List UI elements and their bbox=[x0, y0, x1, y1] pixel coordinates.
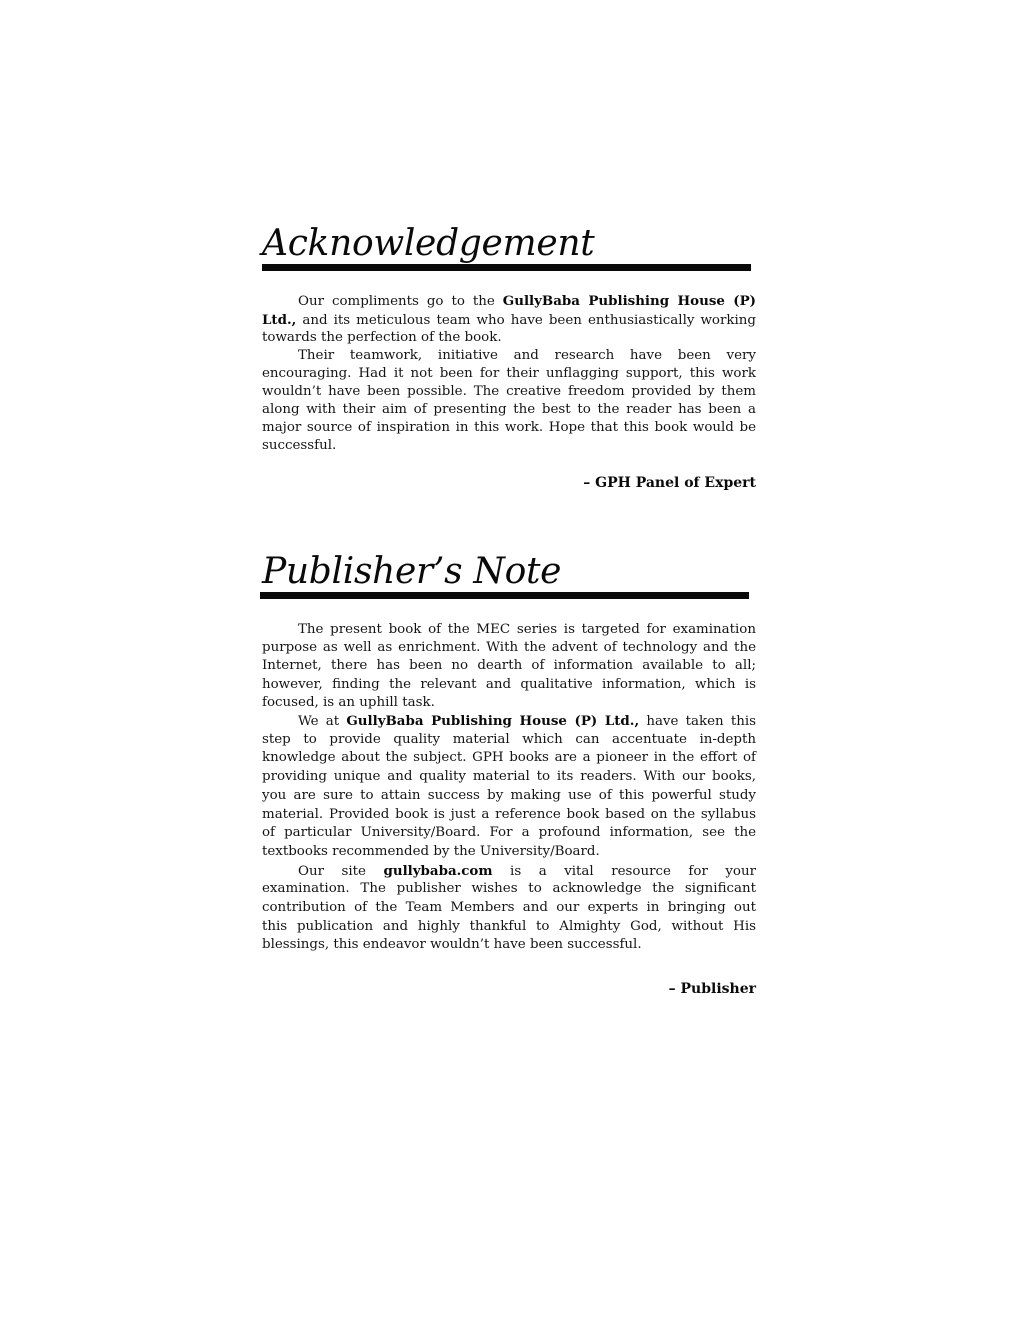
heading-rule bbox=[262, 264, 751, 271]
paragraph-line: however, finding the relevant and qualitative information, which is bbox=[262, 677, 756, 692]
paragraph-line: encouraging. Had it not been for their unflagging support, this work bbox=[262, 366, 756, 381]
paragraph-line: focused, is an uphill task. bbox=[262, 695, 435, 710]
paragraph-line: providing unique and quality material to its readers. With our books, bbox=[262, 769, 756, 784]
paragraph-line: contribution of the Team Members and our experts in bringing out bbox=[262, 900, 756, 915]
paragraph-line: Our compliments go to the GullyBaba Publishing House (P) bbox=[298, 293, 756, 309]
paragraph-line: towards the perfection of the book. bbox=[262, 330, 502, 345]
paragraph-line: examination. The publisher wishes to acknowledge the significant bbox=[262, 881, 756, 896]
paragraph-line: successful. bbox=[262, 438, 337, 453]
paragraph-line: major source of inspiration in this work. Hope that this book would be bbox=[262, 420, 756, 435]
paragraph-line: Ltd., and its meticulous team who have been enthusiastically working bbox=[262, 312, 756, 328]
paragraph-line: We at GullyBaba Publishing House (P) Ltd., have taken this bbox=[298, 713, 756, 729]
publishers-note-title: Publisher’s Note bbox=[262, 551, 562, 592]
paragraph-line: of particular University/Board. For a profound information, see the bbox=[262, 825, 756, 840]
paragraph-line: blessings, this endeavor wouldn’t have been successful. bbox=[262, 937, 642, 952]
paragraph-line: step to provide quality material which can accentuate in-depth bbox=[262, 732, 756, 747]
website-link-text: gullybaba.com bbox=[383, 863, 493, 879]
paragraph-line: material. Provided book is just a reference book based on the syllabus bbox=[262, 807, 756, 822]
paragraph-line: The present book of the MEC series is targeted for examination bbox=[298, 622, 756, 637]
acknowledgement-title: Acknowledgement bbox=[262, 223, 595, 264]
paragraph-line: you are sure to attain success by making use of this powerful study bbox=[262, 788, 756, 803]
paragraph-line: Their teamwork, initiative and research have been very bbox=[298, 348, 756, 363]
paragraph-line: textbooks recommended by the University/Board. bbox=[262, 844, 600, 859]
publishers-note-signature: – Publisher bbox=[668, 981, 756, 997]
acknowledgement-signature: – GPH Panel of Expert bbox=[583, 475, 756, 491]
paragraph-line: purpose as well as enrichment. With the advent of technology and the bbox=[262, 640, 756, 655]
paragraph-line: Our site gullybaba.com is a vital resource for your bbox=[298, 863, 756, 879]
paragraph-line: wouldn’t have been possible. The creative freedom provided by them bbox=[262, 384, 756, 399]
heading-rule bbox=[260, 592, 749, 599]
paragraph-line: knowledge about the subject. GPH books are a pioneer in the effort of bbox=[262, 750, 756, 765]
paragraph-line: Internet, there has been no dearth of information available to all; bbox=[262, 658, 756, 673]
publishers-note-section bbox=[262, 550, 756, 1010]
paragraph-line: this publication and highly thankful to Almighty God, without His bbox=[262, 919, 756, 934]
paragraph-line: along with their aim of presenting the best to the reader has been a bbox=[262, 402, 756, 417]
acknowledgement-section bbox=[262, 222, 756, 502]
